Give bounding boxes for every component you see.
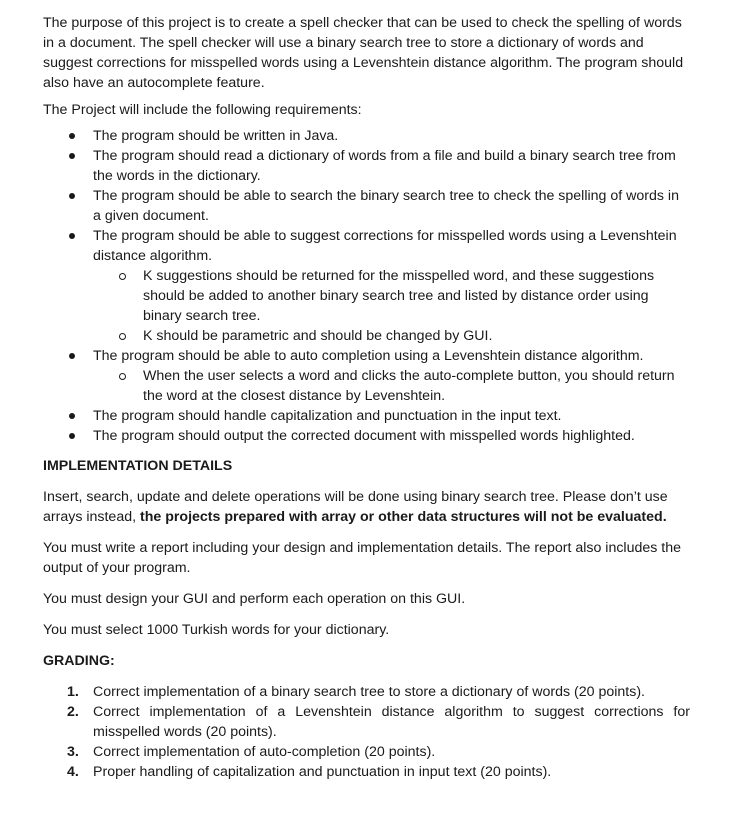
bullet-icon xyxy=(69,433,75,439)
list-item: The program should be written in Java. xyxy=(43,126,690,146)
grading-item: 2. Correct implementation of a Levenshtein distance algorithm to suggest corrections for misspelled words (20 points). xyxy=(67,704,690,740)
suggest-sublist xyxy=(93,266,690,346)
grading-item: 3. Correct implementation of auto-completion (20 points). xyxy=(67,744,436,760)
grading-heading: GRADING: xyxy=(43,653,115,669)
circle-bullet-icon xyxy=(119,373,126,380)
bullet-icon xyxy=(69,153,75,159)
grading-item: 1. Correct implementation of a binary search tree to store a dictionary of words (20 points). xyxy=(67,684,645,700)
dictionary-paragraph: You must select 1000 Turkish words for your dictionary. xyxy=(43,622,390,638)
emphasis-text: the projects prepared with array or other data structures will not be evaluated. xyxy=(140,509,667,525)
implementation-paragraph: Insert, search, update and delete operations will be done using binary search tree. Please don’t use arrays instead, the projects prepared with array or other data structures will not be evaluated. xyxy=(43,489,668,525)
list-item: The program should be able to auto completion using a Levenshtein distance algorithm. When the user selects a word and clicks the auto-complete button, you should return the word at the closest distance by Levenshtein. xyxy=(43,346,690,406)
circle-bullet-icon xyxy=(119,273,126,280)
gui-paragraph: You must design your GUI and perform each operation on this GUI. xyxy=(43,591,466,607)
grading-list xyxy=(43,682,690,782)
bullet-icon xyxy=(69,233,75,239)
list-item: The program should be able to suggest corrections for misspelled words using a Levenshtein distance algorithm. K suggestions should be returned for the misspelled word, and these suggestions should be added to another binary search tree and listed by distance order using binary search tree. K should be parametric and should be changed by GUI. xyxy=(43,226,690,346)
sublist-item: K suggestions should be returned for the misspelled word, and these suggestions should be added to another binary search tree and listed by distance order using binary search tree. xyxy=(93,266,690,326)
list-item: The program should be able to search the binary search tree to check the spelling of words in a given document. xyxy=(43,186,690,226)
list-item: The program should output the corrected document with misspelled words highlighted. xyxy=(43,426,690,446)
bullet-icon xyxy=(69,133,75,139)
implementation-heading: IMPLEMENTATION DETAILS xyxy=(43,458,233,474)
report-paragraph: You must write a report including your design and implementation details. The report also includes the output of your program. xyxy=(43,540,682,576)
list-item: The program should read a dictionary of words from a file and build a binary search tree from the words in the dictionary. xyxy=(43,146,690,186)
sublist-item: When the user selects a word and clicks the auto-complete button, you should return the word at the closest distance by Levenshtein. xyxy=(93,366,690,406)
circle-bullet-icon xyxy=(119,333,126,340)
requirements-intro: The Project will include the following requirements: xyxy=(43,102,362,118)
sublist-item: K should be parametric and should be changed by GUI. xyxy=(93,326,690,346)
grading-item: 4. Proper handling of capitalization and punctuation in input text (20 points). xyxy=(67,764,552,780)
bullet-icon xyxy=(69,193,75,199)
requirements-list xyxy=(43,126,690,446)
bullet-icon xyxy=(69,413,75,419)
autocomplete-sublist xyxy=(93,366,690,406)
intro-paragraph: The purpose of this project is to create a spell checker that can be used to check the spelling of words in a document. The spell checker will use a binary search tree to store a dictionary of words and suggest corrections for misspelled words using a Levenshtein distance algorithm. The program should also have an autocomplete feature. xyxy=(43,15,684,91)
bullet-icon xyxy=(69,353,75,359)
list-item: The program should handle capitalization and punctuation in the input text. xyxy=(43,406,690,426)
